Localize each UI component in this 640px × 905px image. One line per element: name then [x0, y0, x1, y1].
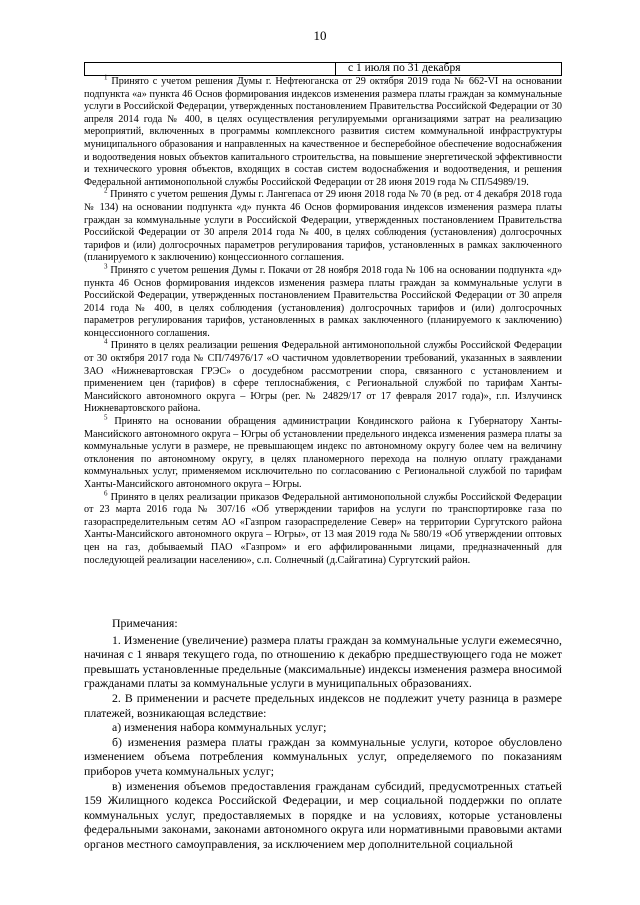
footnote-mark: 5 [104, 413, 108, 422]
footnote-mark: 6 [104, 489, 108, 498]
note-paragraph-2: 2. В применении и расчете предельных индексов не подлежит учету разница в размере платежей, возникающая вследствие: [84, 690, 562, 720]
notes-title: Примечания: [112, 616, 178, 630]
footnote-mark: 4 [104, 338, 108, 347]
footnote-text: Принято в целях реализации решения Федеральной антимонопольной службы Российской Федерации от 30 октября 2017 года № СП/74976/17 «О частичном удовлетворении требований, указанных в заявлении ЗАО «Нижневартовская ГРЭС» о досудебном рассмотрении спора, связанного с установлением и применением цен (тарифов) в сфере теплоснабжения, с Региональной службой по тарифам Ханты-Мансийского автономного округа – Югры (рег. № 24829/17 от 17 февраля 2017 года)», г.п. Излучинск Нижневартовского района. [84, 340, 563, 415]
footnote-text: Принято с учетом решения Думы г. Покачи от 28 ноября 2018 года № 106 на основании подпункта «д» пункта 46 Основ формирования индексов изменения размера платы граждан за коммунальные услуги в Российской Федерации, утвержденных постановлением Правительства Российской Федерации от 30 апреля 2014 года № 400, в целях соблюдения (установления) долгосрочных тарифов и (или) долгосрочных параметров регулирования тарифов, установленных в рамках заключенного (планируемого к заключению) концессионного соглашения. [84, 264, 562, 339]
note-paragraph-2b: б) изменения размера платы граждан за коммунальные услуги, которое обусловлено изменением объема потребления коммунальных услуг, определяемого по показаниям приборов учета коммунальных услуг; [84, 734, 562, 778]
note-paragraph-2a: а) изменения набора коммунальных услуг; [112, 720, 327, 735]
table-row [84, 62, 562, 76]
footnote-mark: 1 [104, 73, 108, 82]
footnote-mark: 3 [104, 262, 108, 271]
footnote-6 [84, 489, 562, 568]
notes-section [84, 616, 562, 852]
footnote-1 [84, 73, 563, 189]
footnote-5 [84, 413, 562, 492]
footnote-text: Принято с учетом решения Думы г. Лангепаса от 29 июня 2018 года № 70 (в ред. от 4 декабря 2018 года № 134) на основании подпункта «д» пункта 46 Основ формирования индексов изменения размера платы граждан за коммунальные услуги в Российской Федерации, утвержденных постановлением Правительства Российской Федерации от 30 апреля 2014 года № 400, в целях соблюдения (установления) долгосрочных тарифов и (или) долгосрочных параметров регулирования тарифов, установленных в рамках заключенного (планируемого к заключению) концессионного соглашения. [84, 189, 562, 264]
page-number: 10 [313, 28, 327, 43]
footnote-3 [84, 262, 562, 341]
note-paragraph-1: 1. Изменение (увеличение) размера платы граждан за коммунальные услуги ежемесячно, начиная с 1 января текущего года, по отношению к декабрю предшествующего года не может превышать установленные предельные (максимальные) индексы изменения размера вносимой гражданами платы за коммунальные услуги в муниципальных образованиях. [84, 632, 562, 691]
note-paragraph-2c: в) изменения объемов предоставления гражданам субсидий, предусмотренных статьей 159 Жилищного кодекса Российской Федерации, и мер социальной поддержки по оплате коммунальных услуг, предоставляемых в порядке и на условиях, которые установлены федеральными законами, законами автономного округа или нормативными правовыми актами органов местного самоуправления, за исключением мер дополнительной социальной [84, 778, 562, 851]
footnote-text: Принято с учетом решения Думы г. Нефтеюганска от 29 октября 2019 года № 662-VI на основании подпункта «а» пункта 46 Основ формирования индексов изменения размера платы граждан за коммунальные услуги в Российской Федерации, утвержденных постановлением Правительства Российской Федерации от 30 апреля 2014 года № 400, в целях осуществления регулируемыми организациями затрат на реализацию мероприятий, включенных в программы комплексного развития систем коммунальной инфраструктуры муниципального образования и направленных на качественное и бесперебойное обеспечение водоснабжения и водоотведения новых объектов капитального строительства, на повышение энергетической эффективности и технического уровня объектов, входящих в состав систем водоснабжения и водоотведения, и решения Федеральной антимонопольной службы Российской Федерации от 28 июня 2019 года № СП/54989/19. [84, 76, 563, 188]
table-cell-period: с 1 июля по 31 декабря [335, 62, 563, 76]
footnote-text: Принято на основании обращения администрации Кондинского района к Губернатору Ханты-Мансийского автономного округа – Югры об установлении предельного индекса изменения размера платы за коммунальные услуги в размере, не превышающем индекс по автономному округу более чем на величину отклонения по автономному округу, в целях планомерного перехода на полную оплату гражданами коммунальных услуг, применяемом исключительно по согласованию с Региональной службой по тарифам Ханты-Мансийского автономного округа – Югры. [84, 416, 562, 490]
footnote-4 [84, 340, 562, 416]
footnote-text: Принято в целях реализации приказов Федеральной антимонопольной службы Российской Федерации от 23 марта 2016 года № 307/16 «Об утверждении тарифов на услуги по транспортировке газа по газораспределительным сетям АО «Газпром газораспределение Север» на территории Сургутского района Ханты-Мансийского автономного округа – Югры», от 13 мая 2019 года № 580/19 «Об утверждении оптовых цен на газ, добываемый ПАО «Газпром» и его аффилированными лицами, предназначенный для последующей реализации населению», с.п. Солнечный (д.Сайгатина) Сургутский район. [84, 491, 562, 566]
footnote-mark: 2 [104, 186, 108, 195]
footnotes [84, 73, 563, 567]
footnote-2 [84, 186, 562, 265]
